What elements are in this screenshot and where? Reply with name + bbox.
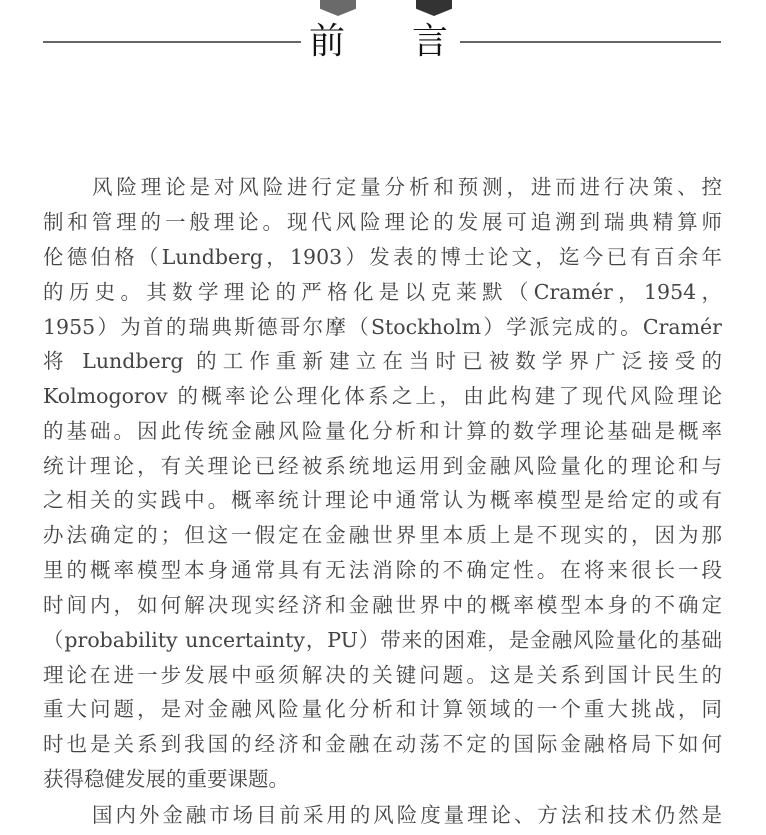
text-line: 的基础。因此传统金融风险量化分析和计算的数学理论基础是概率 [43, 419, 722, 443]
text-line: 时也是关系到我国的经济和金融在动荡不定的国际金融格局下如何 [43, 732, 722, 756]
text-line: 风险理论是对风险进行定量分析和预测，进而进行决策、控 [92, 175, 722, 199]
text-line: Kolmogorov 的概率论公理化体系之上，由此构建了现代风险理论 [43, 384, 722, 408]
heading-rule-left [43, 41, 301, 43]
page-title-char-1: 前 [309, 21, 346, 62]
text-line: 制和管理的一般理论。现代风险理论的发展可追溯到瑞典精算师 [43, 210, 722, 234]
text-line: 伦德伯格（Lundberg，1903）发表的博士论文，迄今已有百余年 [43, 245, 722, 269]
heading-marker-gray [320, 0, 356, 16]
text-line: 时间内，如何解决现实经济和金融世界中的概率模型本身的不确定 [43, 593, 722, 617]
text-line: 国内外金融市场目前采用的风险度量理论、方法和技术仍然是 [92, 803, 722, 827]
page-title-char-2: 言 [412, 21, 449, 62]
text-line: 将 Lundberg 的工作重新建立在当时已被数学界广泛接受的 [43, 349, 722, 373]
text-line: 1955）为首的瑞典斯德哥尔摩（Stockholm）学派完成的。Cramér [43, 315, 722, 339]
text-line: 之相关的实践中。概率统计理论中通常认为概率模型是给定的或有 [43, 488, 722, 512]
text-line: 里的概率模型本身通常具有无法消除的不确定性。在将来很长一段 [43, 558, 722, 582]
text-line: 统计理论，有关理论已经被系统地运用到金融风险量化的理论和与 [43, 454, 722, 478]
text-line: 办法确定的；但这一假定在金融世界里本质上是不现实的，因为那 [43, 523, 722, 547]
text-line: 理论在进一步发展中亟须解决的关键问题。这是关系到国计民生的 [43, 663, 722, 687]
heading-rule-right [460, 41, 721, 43]
text-line: （probability uncertainty，PU）带来的困难，是金融风险量化的基础 [43, 628, 722, 652]
text-line: 获得稳健发展的重要课题。 [43, 767, 289, 791]
text-line: 的历史。其数学理论的严格化是以克莱默（Cramér，1954， [43, 280, 722, 304]
text-line: 重大问题，是对金融风险量化分析和计算领域的一个重大挑战，同 [43, 697, 722, 721]
heading-marker-dark [416, 0, 452, 16]
